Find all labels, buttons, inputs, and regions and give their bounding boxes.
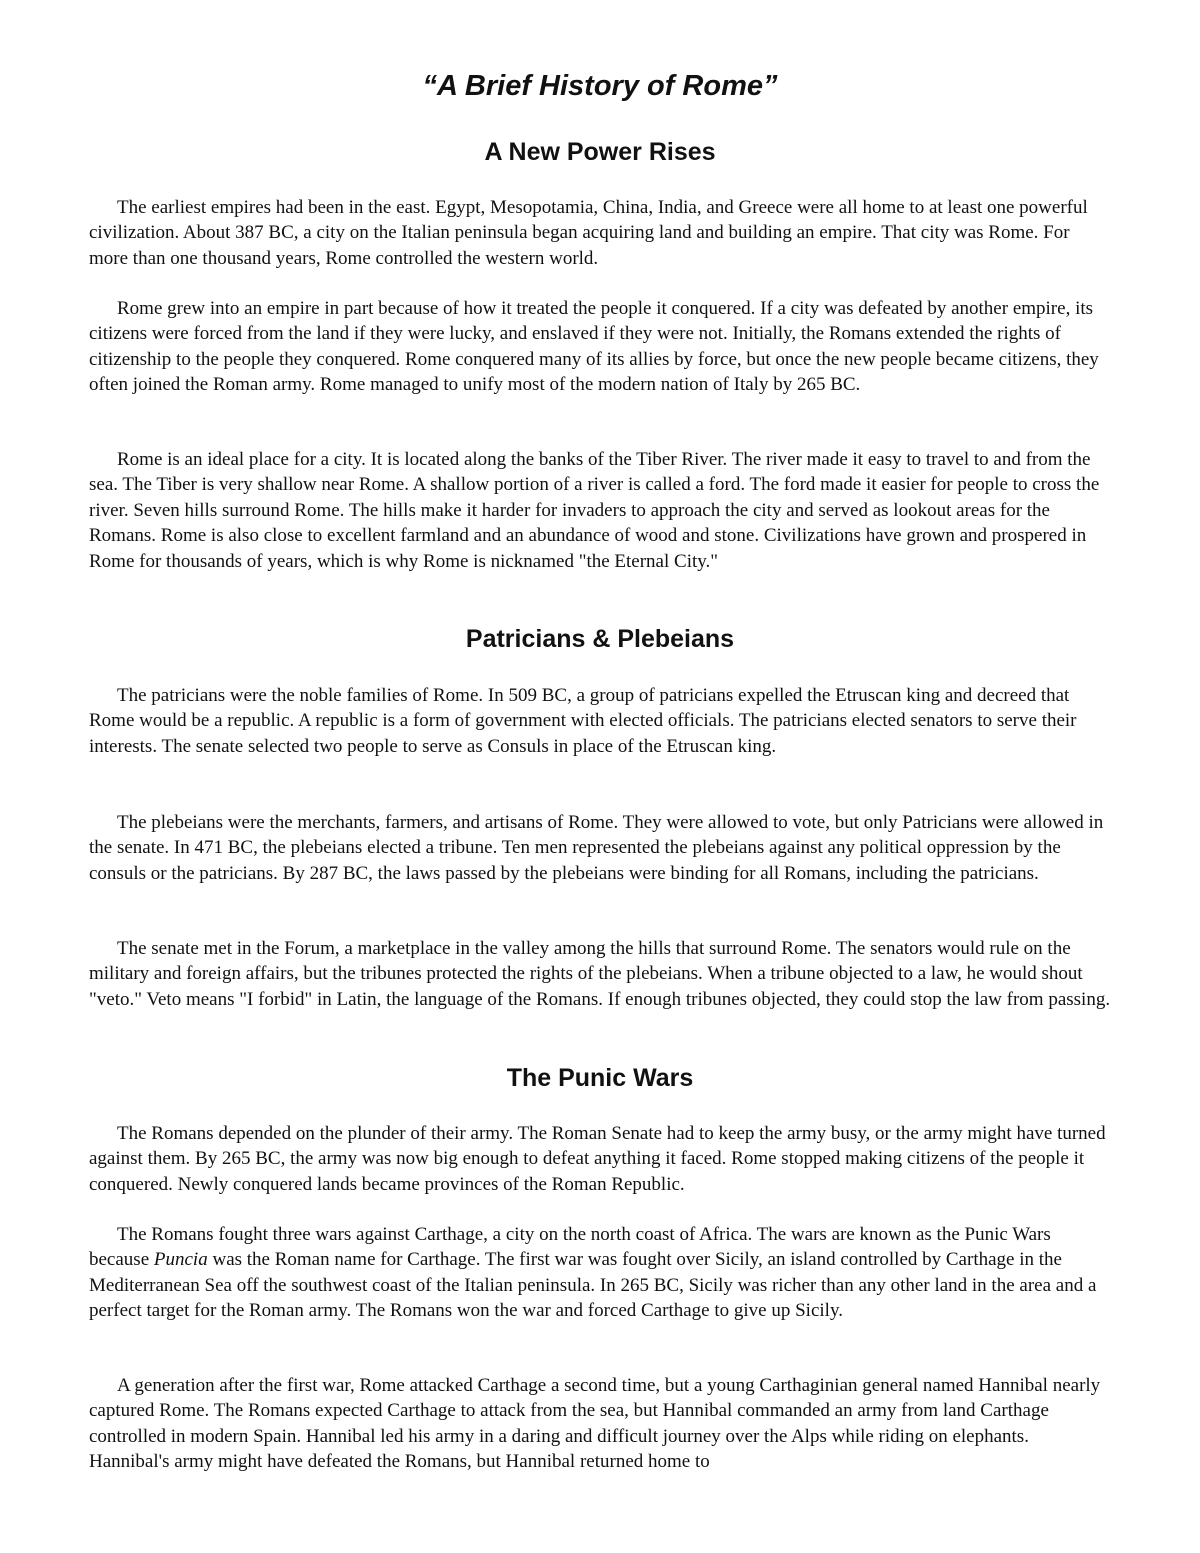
paragraph-text: was the Roman name for Carthage. The first war was fought over Sicily, an island controlled by Carthage in the Mediterranean Sea off the southwest coast of the Italian peninsula. In 265 BC, Sicily was richer than any other land in the area and a perfect target for the Roman army. The Romans won the war and forced Carthage to give up Sicily. <box>89 1249 1097 1322</box>
paragraph: The patricians were the noble families of Rome. In 509 BC, a group of patricians expelled the Etruscan king and decreed that Rome would be a republic. A republic is a form of government with elected officials. The patricians elected senators to serve their interests. The senate selected two people to serve as Consuls in place of the Etruscan king. <box>89 685 1077 757</box>
section-heading-patricians-plebeians: Patricians & Plebeians <box>465 625 735 653</box>
italic-term: Puncia <box>153 1249 208 1271</box>
paragraph-text: The Romans fought three wars against Carthage, a city on the north coast of Africa. The wars are known as the Punic Wars because <box>89 1224 1051 1271</box>
paragraph: Rome grew into an empire in part because of how it treated the people it conquered. If a city was defeated by another empire, its citizens were forced from the land if they were lucky, and enslaved if they were not. Initially, the Romans extended the rights of citizenship to the people they conquered. Rome conquered many of its allies by force, but once the new people became citizens, they often joined the Roman army. Rome managed to unify most of the modern nation of Italy by 265 BC. <box>89 298 1099 396</box>
paragraph: A generation after the first war, Rome attacked Carthage a second time, but a young Carthaginian general named Hannibal nearly captured Rome. The Romans expected Carthage to attack from the sea, but Hannibal commanded an army from land Carthage controlled in modern Spain. Hannibal led his army in a daring and difficult journey over the Alps while riding on elephants. Hannibal's army might have defeated the Romans, but Hannibal returned home to <box>89 1375 1101 1473</box>
paragraph: The senate met in the Forum, a marketplace in the valley among the hills that surround Rome. The senators would rule on the military and foreign affairs, but the tribunes protected the rights of the plebeians. When a tribune objected to a law, he would shout "veto." Veto means "I forbid" in Latin, the language of the Romans. If enough tribunes objected, they could stop the law from passing. <box>89 938 1111 1010</box>
document-title: “A Brief History of Rome” <box>422 70 778 102</box>
paragraph: The plebeians were the merchants, farmers, and artisans of Rome. They were allowed to vote, but only Patricians were allowed in the senate. In 471 BC, the plebeians elected a tribune. Ten men represented the plebeians against any political oppression by the consuls or the patricians. By 287 BC, the laws passed by the plebeians were binding for all Romans, including the patricians. <box>89 812 1104 884</box>
paragraph: Rome is an ideal place for a city. It is located along the banks of the Tiber River. The river made it easy to travel to and from the sea. The Tiber is very shallow near Rome. A shallow portion of a river is called a ford. The ford made it easier for people to cross the river. Seven hills surround Rome. The hills make it harder for invaders to approach the city and served as lookout areas for the Romans. Rome is also close to excellent farmland and an abundance of wood and stone. Civilizations have grown and prospered in Rome for thousands of years, which is why Rome is nicknamed "the Eternal City." <box>89 449 1100 572</box>
paragraph: The Romans depended on the plunder of their army. The Roman Senate had to keep the army busy, or the army might have turned against them. By 265 BC, the army was now big enough to defeat anything it faced. Rome stopped making citizens of the people it conquered. Newly conquered lands became provinces of the Roman Republic. <box>89 1123 1106 1195</box>
section-heading-punic-wars: The Punic Wars <box>506 1064 694 1092</box>
section-heading-new-power-rises: A New Power Rises <box>484 138 716 166</box>
paragraph <box>89 1222 1111 1324</box>
paragraph: The earliest empires had been in the east. Egypt, Mesopotamia, China, India, and Greece were all home to at least one powerful civilization. About 387 BC, a city on the Italian peninsula began acquiring land and building an empire. That city was Rome. For more than one thousand years, Rome controlled the western world. <box>89 197 1088 269</box>
